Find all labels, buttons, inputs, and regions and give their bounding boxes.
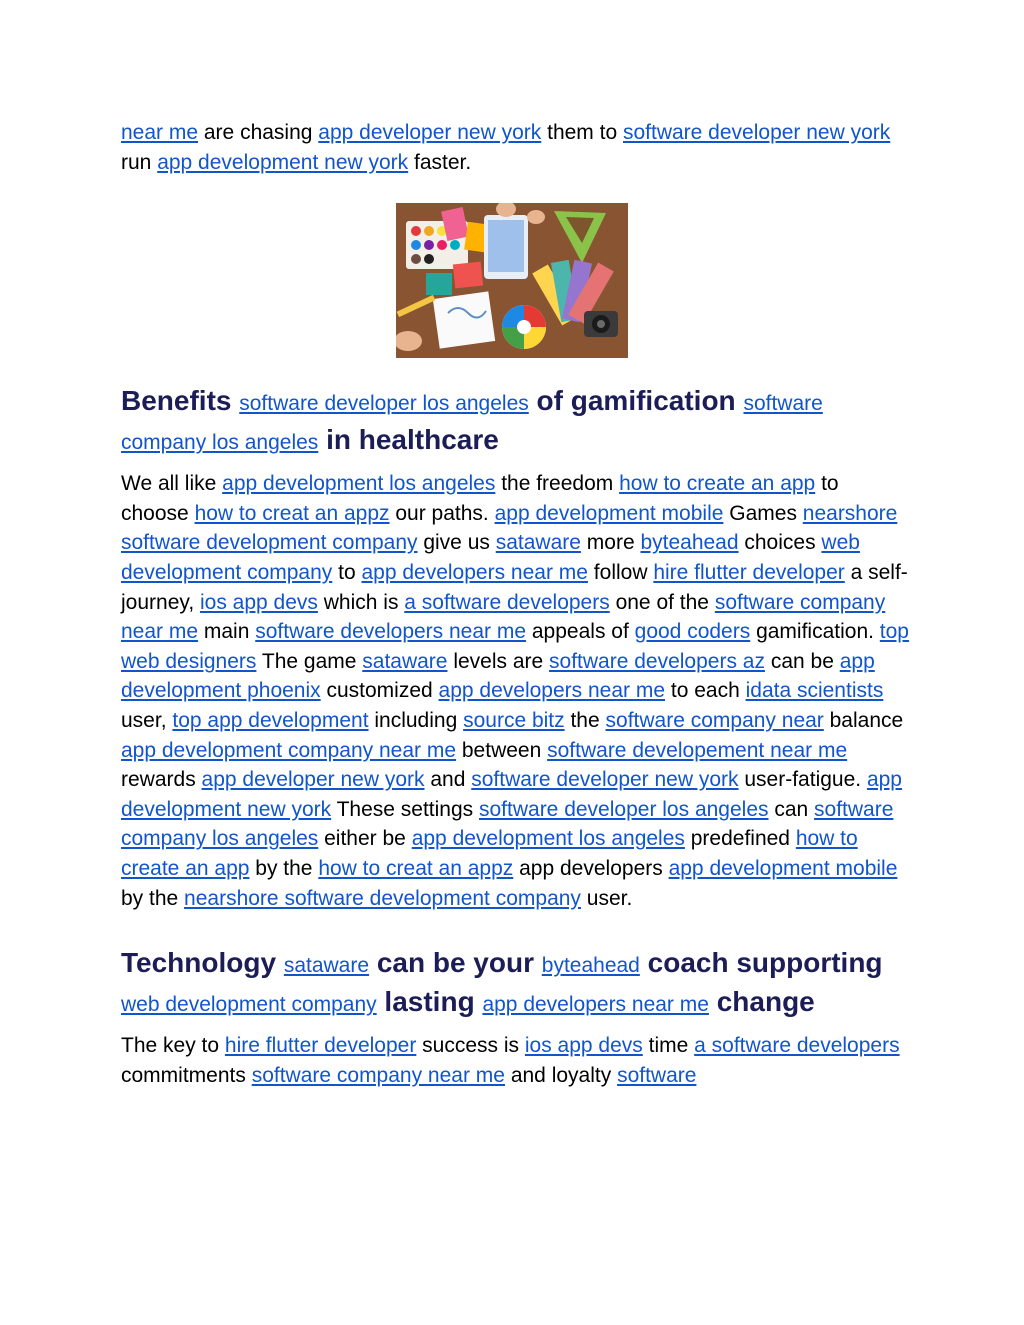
inline-link[interactable]: app development new york (121, 768, 902, 821)
inline-link[interactable]: how to creat an appz (318, 856, 514, 880)
heading-benefits-gamification (121, 383, 911, 461)
text-run: lasting (376, 986, 483, 1018)
inline-link[interactable]: sataware (495, 531, 581, 555)
success-paragraph (121, 1031, 911, 1090)
text-run: faster. (408, 150, 472, 174)
inline-link[interactable]: byteahead (640, 531, 739, 555)
text-run: app developers (513, 856, 669, 880)
text-run: can be (764, 649, 840, 673)
inline-link[interactable]: a software developers (404, 590, 610, 614)
text-run: The key to (121, 1034, 225, 1058)
text-run: the freedom (495, 472, 620, 496)
inline-link[interactable]: app developers near me (361, 560, 588, 584)
text-run: rewards (121, 768, 202, 792)
inline-link[interactable]: web development company (121, 993, 377, 1017)
inline-link[interactable]: top app development (172, 708, 369, 732)
inline-link[interactable]: software company near (605, 708, 824, 732)
text-run: The game (256, 649, 363, 673)
text-run: balance (823, 708, 904, 732)
text-run: by the (249, 856, 319, 880)
inline-link[interactable]: app development company near me (121, 738, 457, 762)
gamification-paragraph (121, 469, 911, 913)
text-run: appeals of (526, 620, 635, 644)
inline-link[interactable]: software developer new york (622, 121, 891, 144)
inline-link[interactable]: byteahead (541, 954, 640, 978)
text-run: to each (665, 679, 746, 703)
text-run: choices (738, 531, 822, 555)
inline-link[interactable]: app development new york (157, 150, 409, 174)
inline-link[interactable]: software developement near me (547, 738, 848, 762)
inline-link[interactable]: software (617, 1063, 697, 1087)
inline-link[interactable]: app developers near me (482, 993, 709, 1017)
text-run: between (456, 738, 548, 762)
inline-link[interactable]: source bitz (463, 708, 565, 732)
inline-link[interactable]: near me (121, 121, 199, 144)
text-run: one of the (609, 590, 715, 614)
inline-link[interactable]: how to create an app (121, 827, 858, 880)
inline-link[interactable]: hire flutter developer (653, 560, 845, 584)
inline-link[interactable]: software company los angeles (121, 797, 894, 851)
text-run: by the (121, 886, 185, 910)
text-run: them to (541, 121, 623, 144)
intro-paragraph (121, 118, 911, 177)
text-run: time (642, 1034, 695, 1058)
inline-link[interactable]: nearshore software development company (121, 501, 898, 555)
inline-link[interactable]: nearshore software development company (184, 886, 581, 910)
inline-link[interactable]: idata scientists (745, 679, 884, 703)
text-run: to (332, 560, 362, 584)
text-run: change (708, 986, 815, 1018)
text-run: which is (317, 590, 405, 614)
text-run: to choose (121, 472, 839, 525)
text-run: Games (723, 501, 803, 525)
text-run: follow (587, 560, 654, 584)
text-run: give us (417, 531, 496, 555)
inline-link[interactable]: app developers near me (438, 679, 666, 703)
inline-link[interactable]: software developer los angeles (239, 392, 529, 416)
inline-link[interactable]: app developer new york (318, 121, 542, 144)
inline-link[interactable]: hire flutter developer (224, 1034, 417, 1058)
inline-link[interactable]: ios app devs (524, 1034, 643, 1058)
inline-link[interactable]: how to creat an appz (194, 501, 390, 525)
text-run: can be your (369, 947, 542, 979)
inline-link[interactable]: web development company (121, 531, 860, 584)
inline-link[interactable]: app development mobile (494, 501, 724, 525)
inline-link[interactable]: software developer los angeles (479, 797, 769, 821)
text-run: the (564, 708, 606, 732)
text-run: Technology (121, 947, 284, 979)
text-run: a self-journey, (121, 560, 908, 614)
inline-link[interactable]: app development phoenix (121, 649, 875, 703)
inline-link[interactable]: how to create an app (619, 472, 816, 496)
inline-link[interactable]: good coders (634, 620, 751, 644)
inline-link[interactable]: app developer new york (201, 768, 425, 792)
text-run: in healthcare (318, 424, 499, 456)
text-run: more (580, 531, 641, 555)
text-run: either be (318, 827, 412, 851)
inline-link[interactable]: software developers near me (255, 620, 527, 644)
text-run: customized (320, 679, 439, 703)
inline-link[interactable]: sataware (283, 954, 370, 978)
inline-link[interactable]: software company near me (121, 590, 886, 644)
inline-link[interactable]: software developer new york (471, 768, 739, 792)
inline-link[interactable]: sataware (362, 649, 448, 673)
text-run: levels are (447, 649, 550, 673)
text-run: user. (580, 886, 633, 910)
text-run: success is (416, 1034, 525, 1058)
image-container (121, 203, 911, 359)
text-run: coach supporting (639, 947, 883, 979)
text-run: of gamification (528, 385, 744, 417)
text-run: and (424, 768, 472, 792)
inline-link[interactable]: top web designers (121, 620, 909, 673)
document-page (121, 118, 911, 1090)
text-run: user, (121, 708, 173, 732)
design-workspace-photo (396, 203, 628, 358)
inline-link[interactable]: app development los angeles (411, 827, 685, 851)
text-run: Benefits (121, 385, 240, 417)
heading-technology-coach (121, 945, 911, 1023)
text-run: predefined (684, 827, 796, 851)
text-run: user-fatigue. (738, 768, 867, 792)
inline-link[interactable]: app development mobile (668, 856, 898, 880)
text-run: These settings (331, 797, 479, 821)
text-run: main (198, 620, 256, 644)
text-run: gamification. (750, 620, 880, 644)
inline-link[interactable]: software company near me (251, 1063, 505, 1087)
text-run: run (121, 150, 158, 174)
inline-link[interactable]: app development los angeles (222, 472, 496, 496)
text-run: our paths. (389, 501, 495, 525)
text-run: commitments (121, 1063, 252, 1087)
inline-link[interactable]: a software developers (694, 1034, 900, 1058)
inline-link[interactable]: ios app devs (200, 590, 318, 614)
text-run: and loyalty (504, 1063, 618, 1087)
inline-link[interactable]: software developers az (549, 649, 765, 673)
text-run: can (768, 797, 815, 821)
text-run: We all like (121, 472, 223, 496)
text-run: including (368, 708, 464, 732)
text-run: are chasing (198, 121, 319, 144)
inline-link[interactable]: software company los angeles (121, 392, 823, 455)
